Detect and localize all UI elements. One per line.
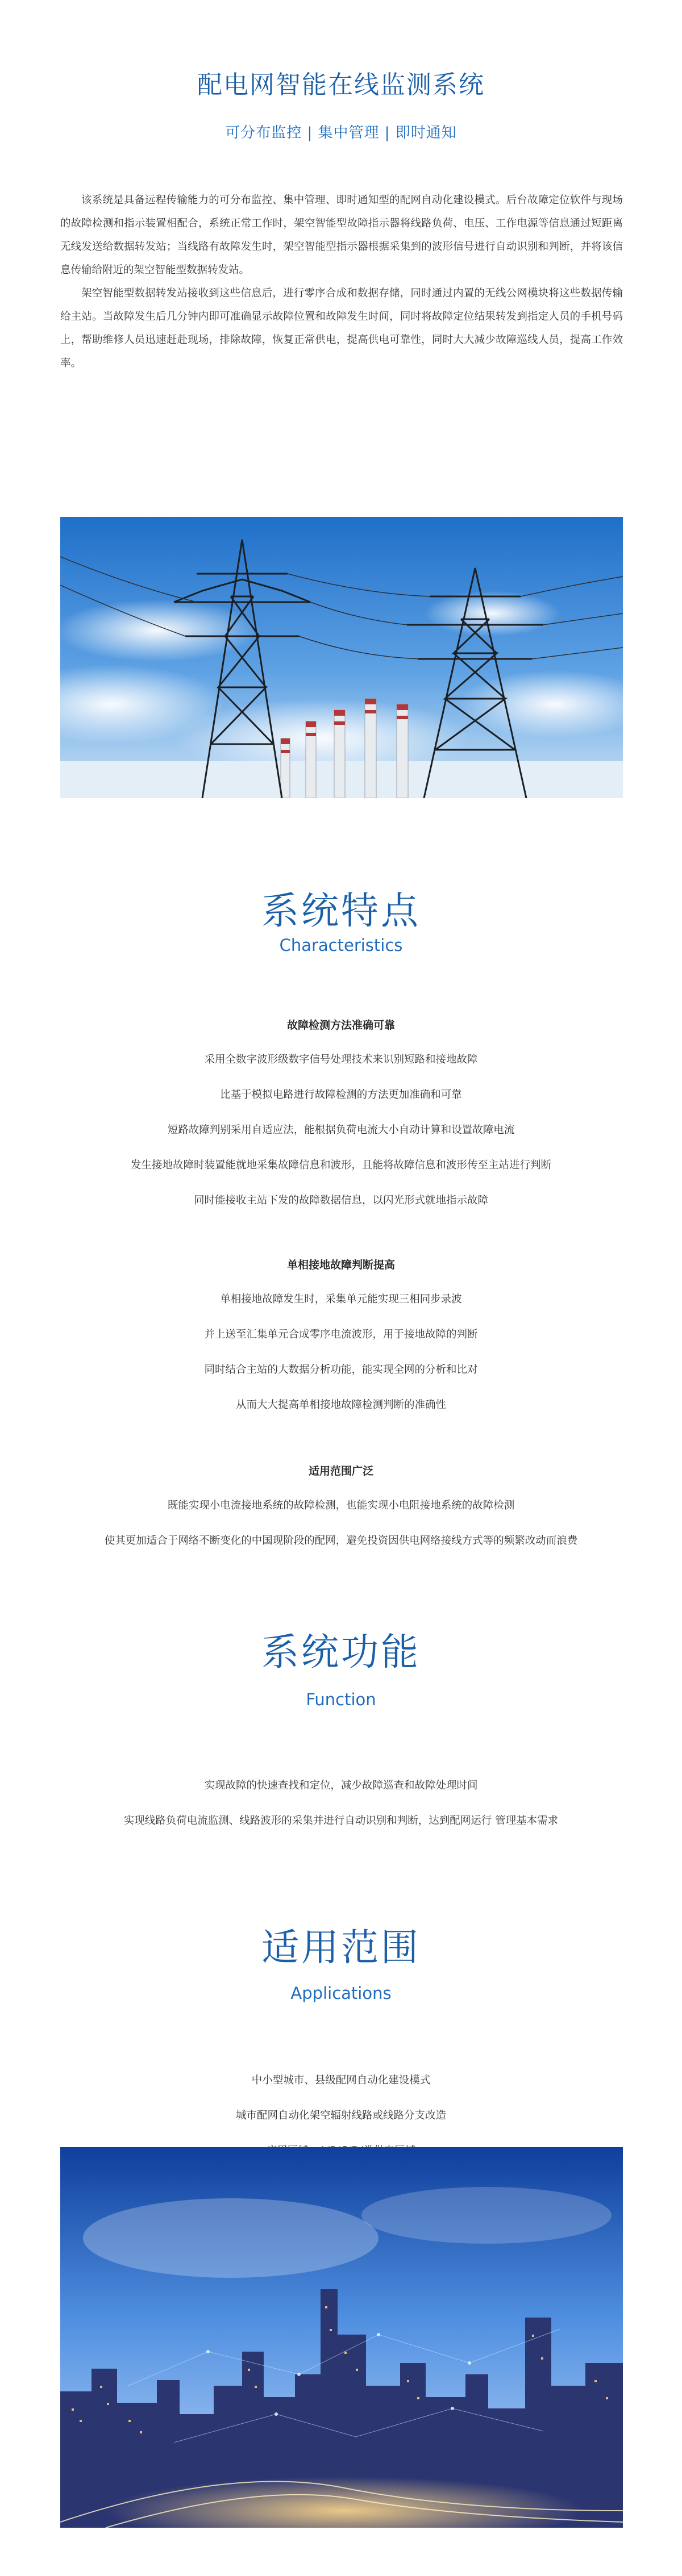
group-line: 同时结合主站的大数据分析功能，能实现全网的分析和比对 xyxy=(204,1364,478,1376)
function-subtitle: Function xyxy=(306,1690,376,1709)
group-line: 并上送至汇集单元合成零序电流波形，用于接地故障的判断 xyxy=(204,1329,478,1341)
city-skyline-photo xyxy=(60,2147,623,2528)
group-line: 同时能接收主站下发的故障数据信息，以闪光形式就地指示故障 xyxy=(193,1195,488,1206)
applications-subtitle: Applications xyxy=(290,1984,392,2003)
group-line: 比基于模拟电路进行故障检测的方法更加准确和可靠 xyxy=(220,1089,462,1101)
function-list xyxy=(0,1768,682,1839)
applications-title: 适用范围 xyxy=(261,1926,421,1969)
characteristics-title: 系统特点 xyxy=(261,889,421,933)
power-tower-photo xyxy=(60,517,623,798)
group-line: 短路故障判别采用自适应法，能根据负荷电流大小自动计算和设置故障电流 xyxy=(167,1124,515,1136)
characteristic-group xyxy=(0,1008,682,1218)
group-line: 从而大大提高单相接地故障检测判断的准确性 xyxy=(235,1399,446,1411)
function-title: 系统功能 xyxy=(261,1630,421,1674)
intro-text xyxy=(60,189,623,375)
group-line: 既能实现小电流接地系统的故障检测，也能实现小电阻接地系统的故障检测 xyxy=(167,1500,515,1512)
group-line: 采用全数字波形级数字信号处理技术来识别短路和接地故障 xyxy=(204,1054,478,1066)
characteristic-group xyxy=(0,1454,682,1559)
characteristics-subtitle: Characteristics xyxy=(279,936,403,955)
characteristic-group xyxy=(0,1248,682,1423)
function-line: 实现故障的快速查找和定位，减少故障巡查和故障处理时间 xyxy=(204,1780,478,1792)
intro-paragraph: 架空智能型数据转发站接收到这些信息后，进行零序合成和数据存储，同时通过内置的无线公网模块将这些数据传输给主站。当故障发生后几分钟内即可准确显示故障位置和故障发生时间，同时将故障定位结果转发到指定人员的手机号码上，帮助维修人员迅速赶赴现场，排除故障，恢复正常供电，提高供电可靠性，同时大大减少故障巡线人员，提高工作效率。 xyxy=(60,287,623,369)
group-heading: 适用范围广泛 xyxy=(308,1465,373,1477)
page-subtitle: 可分布监控 | 集中管理 | 即时通知 xyxy=(225,124,457,141)
function-line: 实现线路负荷电流监测、线路波形的采集并进行自动识别和判断，达到配网运行 管理基本需求 xyxy=(123,1815,559,1827)
group-line: 使其更加适合于网络不断变化的中国现阶段的配网，避免投资因供电网络接线方式等的频繁改动而浪费 xyxy=(104,1535,578,1547)
application-line: 中小型城市、县级配网自动化建设模式 xyxy=(251,2074,431,2086)
group-heading: 故障检测方法准确可靠 xyxy=(286,1019,395,1032)
page-title: 配电网智能在线监测系统 xyxy=(197,70,485,99)
intro-paragraph: 该系统是具备远程传输能力的可分布监控、集中管理、即时通知型的配网自动化建设模式。后台故障定位软件与现场的故障检测和指示装置相配合，系统正常工作时，架空智能型故障指示器将线路负荷、电压、工作电源等信息通过短距离无线发送给数据转发站；当线路有故障发生时，架空智能型指示器根据采集到的波形信号进行自动识别和判断，并将该信息传输给附近的架空智能型数据转发站。 xyxy=(60,194,623,276)
group-line: 单相接地故障发生时，采集单元能实现三相同步录波 xyxy=(220,1293,462,1305)
group-line: 发生接地故障时装置能就地采集故障信息和波形，且能将故障信息和波形传至主站进行判断 xyxy=(130,1159,551,1171)
application-line: 城市配网自动化架空辐射线路或线路分支改造 xyxy=(235,2110,446,2122)
group-heading: 单相接地故障判断提高 xyxy=(286,1259,395,1271)
